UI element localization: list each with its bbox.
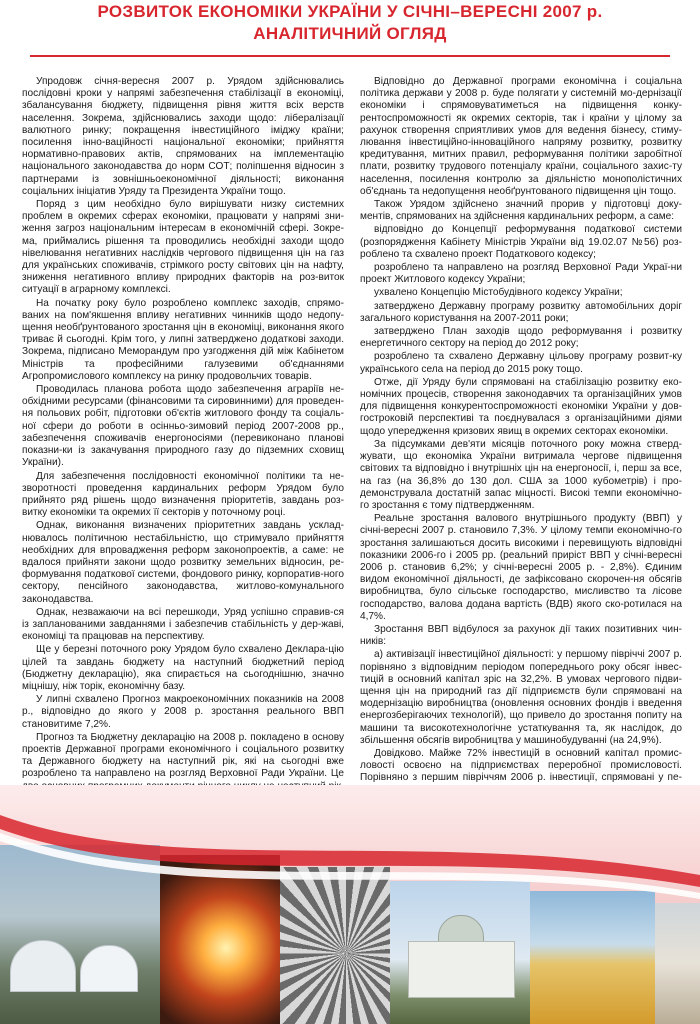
paragraph: У липні схвалено Прогноз макроекономічних показників на 2008 р., відповідно до якого у 2008 р. зростання реального ВВП становитиме 7,2%. [22, 694, 344, 730]
right-column [360, 76, 682, 834]
paragraph: Зростання ВВП відбулося за рахунок дії таких позитивних чин-ників: [360, 623, 682, 648]
title-line-1: РОЗВИТОК ЕКОНОМІКИ УКРАЇНИ У СІЧНІ–ВЕРЕСНІ 2007 р. [97, 2, 603, 21]
paragraph: Довідково. Майже 72% інвестицій в основний капітал промис-ловості освоєно на підприємствах переробної промисловості. Порівняно з першим півріччям 2006 р. інвестиції, спрямовані у пе- [360, 747, 682, 784]
paragraph: Реальне зростання валового внутрішнього продукту (ВВП) у січні-вересні 2007 р. становило 7,3%. У цілому темпи економічно-го зростання залишаються досить високими і перевищують відповідні показники 2006-го і 2005 рр. (реальний приріст ВВП у січні-вересні 2006 р. становив 6,2%; у січні-вересні 2005 р. - 2,8%). Єдиним видом економічної діяльності, де зафіксовано скорочен-ня обсягів виробництва, було сільське господарство, мисливство та лісове господарство, валова додана вартість (ВДВ) якого ско-ротилася на 4,7%. [360, 513, 682, 622]
paragraph: Прогноз та Бюджетну декларацію на 2008 р. покладено в основу проектів Державної програми економічного і соціального розвитку та Державного бюджету на наступний рік, які на сьогодні вже розроблено та направлено на розгляд Верховної Ради України. Це [22, 731, 344, 780]
left-column [22, 76, 344, 794]
photo-collage-footer [0, 785, 700, 1024]
paragraph: розроблено та схвалено Державну цільову програму розвит-ку українського села на період до 2015 року тощо. [360, 351, 682, 375]
decorative-wave [0, 785, 700, 1024]
paragraph: відповідно до Концепції реформування податкової системи (розпорядження Кабінету Міністрів України від 19.02.07 №56) роз-роблено та схвалено проект Податкового кодексу; [360, 224, 682, 260]
paragraph: Упродовж січня-вересня 2007 р. Урядом здійснювались послідовні кроки у напрямі забезпечення стабілізації в економіці, збалансування бюджету, підвищення рівня життя всіх верств населення. Зокрема, здійснювались заходи щодо: лібералізації валютного ринку; покращення інвестиційного іміджу країни; посилення інно-ваційності національної економіки; прийняття нормативно-правових актів, спрямованих на імплементацію національного законодавства до норм СОТ; поліпшення відносин з партнерами із зовнішньоекономічної діяльності; виконання соціальних ініціатив Уряду та Президента України тощо. [22, 76, 344, 197]
paragraph: затверджено Державну програму розвитку автомобільних доріг загального користування на 2007-2011 роки; [360, 300, 682, 324]
paragraph: Отже, дії Уряду були спрямовані на стабілізацію розвитку еко-номічних процесів, створення законодавчих та організаційних умов для підвищення конкурентоспроможності економіки України у дов-гостроковій перспективі та поєднувалася з організаційними діями щодо упередження кризових явищ в окремих секторах економіки. [360, 376, 682, 437]
paragraph: Однак, виконання визначених пріоритетних завдань усклад-нювалось політичною нестабільністю, що стримувало прийняття необхідних для впровадження реформ законопроектів, а саме: не вдалося прийняти закони щодо розвитку земельних відносин, ре-формування податкової системи, фондового ринку, корпоратив-ного сектору, пенсійного законодавства, житлово-комунального законодавства. [22, 520, 344, 605]
paragraph: а) активізації інвестиційної діяльності: у першому півріччі 2007 р. порівняно з відповідним періодом попереднього року обсяг інвес-тицій в основний капітал зріс на 32,2%. В умовах чергового підви-щення цін на природний газ дії підприємств були спрямовані на модернізацію виробництва (оновлення основних фондів і введення енергозберігаючих технологій), що привело до зростання попиту на машини та високотехнологічне устаткування та, як наслідок, до збільшення обсягів виробництва у машинобудуванні (на 24,9%). [360, 649, 682, 746]
page-header [0, 0, 700, 60]
paragraph: На початку року було розроблено комплекс заходів, спрямо-ваних на пом'якшення впливу негативних чинників щодо недопу-щення необґрунтованого зростання цін в економіці, виконання якого триває й сьогодні. Крім того, у липні затверджено додаткові заходи. Зокрема, підписано Меморандум про узгодження дій між Кабінетом Міністрів та професійними галузевими об'єднаннями Агропромислового комплексу на ринку продовольчих товарів. [22, 297, 344, 382]
paragraph: Проводилась планова робота щодо забезпечення аграріїв не-обхідними ресурсами (фінансовими та сировинними) для проведен-ня польових робіт, підготовки об'єктів житлового фонду та соціаль-ної сфери до роботи в осінньо-зимовий період 2007-2008 рр., забезпечення споживачів енергоносіями (перевиконано планові показни-ки із закачування природного газу до підземних сховищ України). [22, 384, 344, 469]
title-line-2: АНАЛІТИЧНИЙ ОГЛЯД [253, 24, 447, 43]
paragraph: Відповідно до Державної програми економічна і соціальна політика держави у 2008 р. буде полягати у системній мо-дернізації економіки і спрямовуватиметься на підвищення конку-рентоспроможності як окремих секторів, так і країни у цілому за рахунок створення сприятливих умов для ведення бізнесу, стиму-лювання інвестиційно-інноваційного напряму розвитку, розвитку кредитування, митних правил, реформування політики заробітної плати, розвитку трудового потенціалу країни, соціального захис-ту населення, посилення контролю за діяльністю монополістичних об'єднань та недопущення необґрунтованого підвищення цін тощо. [360, 76, 682, 197]
paragraph: Поряд з цим необхідно було вирішувати низку системних проблем в окремих сферах економіки, працювати у напрямі зни-ження загроз національним інтересам в економічній сфері. Зокре-ма, приймались рішення та проводились необхідні заходи щодо нівелювання негативних наслідків чергового підвищення цін на газ для українських споживачів, стрімкого росту світових цін на нафту, зниження негативного впливу природних факторів на роз-виток ситуації в аграрному комплексі. [22, 199, 344, 296]
article-body [22, 76, 682, 784]
paragraph: Також Урядом здійснено значний прорив у підготовці доку-ментів, спрямованих на здійснення кардинальних реформ, а саме: [360, 199, 682, 223]
paragraph: Ще у березні поточного року Урядом було схвалено Деклара-цію цілей та завдань бюджету на наступний бюджетний період (Бюджетну декларацію), яка спирається на сьогоднішню, значно міцнішу, ніж торік, економічну базу. [22, 644, 344, 692]
paragraph: Однак, незважаючи на всі перешкоди, Уряд успішно справив-ся із запланованими завданнями і забезпечив стабільність у дер-жаві, економіці та працював на перспективу. [22, 606, 344, 643]
paragraph: затверджено План заходів щодо реформування і розвитку енергетичного сектору на період до 2012 року; [360, 326, 682, 350]
header-rule [30, 55, 670, 57]
paragraph: Для забезпечення послідовності економічної політики та не-зворотності проведення кардинальних реформ Урядом було прийнято ряд рішень щодо визначення пріоритетів, завдань роз-витку економіки та окремих її секторів у поточному році. [22, 470, 344, 519]
paragraph: ухвалено Концепцію Містобудівного кодексу України; [374, 287, 623, 299]
paragraph: розроблено та направлено на розгляд Верховної Ради Украї-ни проект Житлового кодексу України; [360, 262, 682, 286]
paragraph: За підсумками дев'яти місяців поточного року можна стверд-жувати, що економіка України витримала чергове підвищення світових та відповідно і внутрішніх цін на енергоносії, і, перш за все, на газ (на 36,8% до 130 дол. США за 1000 кубометрів) і про-демонструвала достатній запас міцності. Високі темпи економічно-го зростання є тому підтвердженням. [360, 438, 682, 511]
